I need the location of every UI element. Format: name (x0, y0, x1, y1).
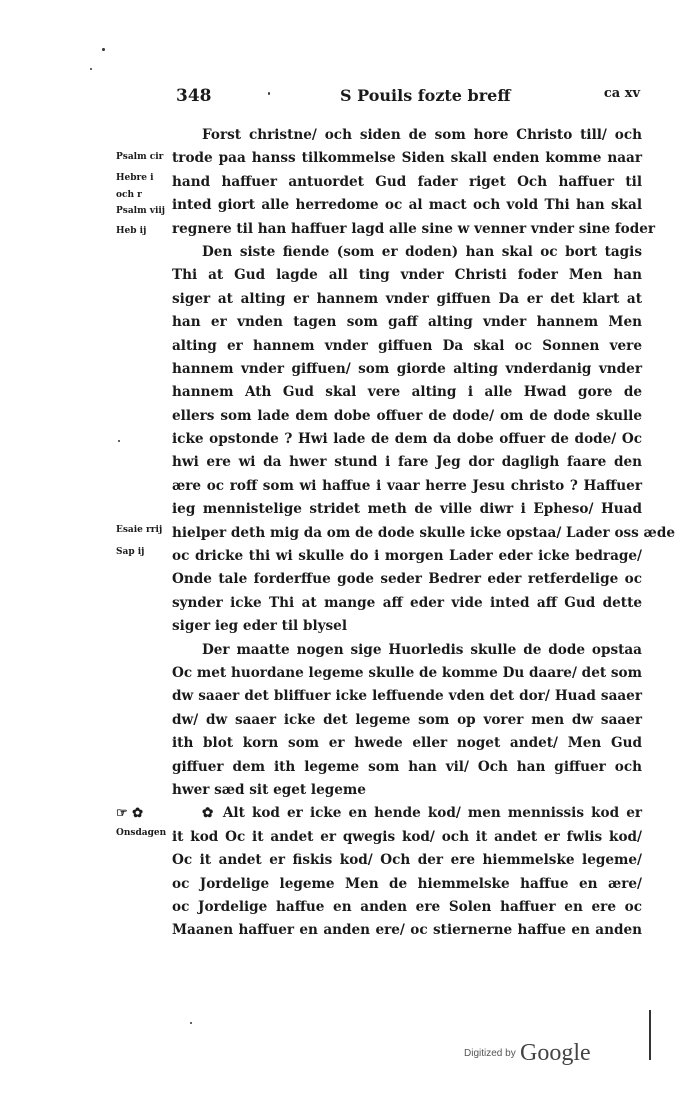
speck (190, 1022, 192, 1024)
text-line: ellers som lade dem dobe offuer de dode/ om de dode skulle (172, 407, 642, 424)
text-line: hannem Ath Gud skal vere alting i alle Hwad gore de (172, 384, 642, 401)
page-number: 348 (176, 86, 212, 106)
google-logo: Google (520, 1040, 591, 1066)
text-line: hwi ere wi da hwer stund i fare Jeg dor dagligh faare den (172, 454, 642, 471)
speck (102, 48, 105, 51)
text-line: it kod Oc it andet er qwegis kod/ och it andet er fwlis kod/ (172, 828, 642, 845)
text-line: Onde tale forderffue gode seder Bedrer eder retferdelige oc (172, 571, 642, 588)
text-line: Den siste fiende (som er doden) han skal oc bort tagis (202, 243, 642, 260)
signature-mark: ca xv (603, 86, 640, 101)
page-edge-line (649, 1010, 651, 1060)
text-line: ære oc roff som wi haffue i vaar herre Jesu christo ? Haffuer (172, 477, 642, 494)
text-line: dw saaer det bliffuer icke leffuende vden det dor/ Huad saaer (172, 688, 642, 705)
text-line: giffuer dem ith legeme som han vil/ Och han giffuer och (172, 758, 642, 775)
text-line: ieg mennistelige stridet meth de ville diwr i Epheso/ Huad (172, 501, 642, 518)
speck (90, 68, 92, 70)
digitized-by-label: Digitized by (464, 1048, 516, 1059)
running-header (172, 86, 642, 110)
margin-note: Psalm viij (116, 206, 166, 216)
text-line: trode paa hanss tilkommelse Siden skall enden komme naar (172, 150, 642, 167)
pointing-hand-icon: ☞ ✿ (116, 806, 144, 821)
text-line: han er vnden tagen som gaff alting vnder hannem Men (172, 314, 642, 331)
margin-note: Psalm cir (116, 152, 164, 162)
text-line: oc dricke thi wi skulle do i morgen Lader eder icke bedrage/ (172, 548, 642, 565)
text-line: hwer sæd sit eget legeme (172, 781, 366, 798)
text-line: icke opstonde ? Hwi lade de dem da dobe offuer de dode/ Oc (172, 431, 642, 448)
text-line: oc Jordelige haffue en anden ere Solen haffuer en ere oc (172, 898, 642, 915)
margin-note: och r (116, 190, 142, 200)
text-line: ith blot korn som er hwede eller noget andet/ Men Gud (172, 735, 642, 752)
text-line: Oc met huordane legeme skulle de komme Du daare/ det som (172, 664, 642, 681)
text-line: Der maatte nogen sige Huorledis skulle de dode opstaa (202, 641, 642, 658)
margin-note: Onsdagen (116, 828, 167, 838)
text-line: Forst christne/ och siden de som hore Christo till/ och (202, 127, 642, 143)
text-line: dw/ dw saaer icke det legeme som op vorer men dw saaer (172, 711, 642, 728)
text-line: oc Jordelige legeme Men de hiemmelske haffue en ære/ (172, 875, 642, 892)
text-line: ✿ Alt kod er icke en hende kod/ men mennissis kod er (202, 805, 642, 822)
text-line: inted giort alle herredome oc al mact och vold Thi han skal (172, 197, 642, 214)
text-line: siger at alting er hannem vnder giffuen Da er det klart at (172, 290, 642, 307)
text-line: Thi at Gud lagde all ting vnder Christi foder Men han (172, 267, 642, 284)
margin-note: Sap ij (116, 547, 145, 557)
digitized-by-google-watermark (464, 1040, 624, 1070)
speck (118, 440, 120, 442)
margin-note: Hebre i (116, 173, 154, 183)
text-line: hannem vnder giffuen/ som giorde alting vnderdanig vnder (172, 360, 642, 377)
text-line: Oc it andet er fiskis kod/ Och der ere hiemmelske legeme/ (172, 852, 642, 869)
text-line: Maanen haffuer en anden ere/ oc stiernerne haffue en anden (172, 922, 642, 939)
text-line: synder icke Thi at mange aff eder vide inted aff Gud dette (172, 594, 642, 611)
body-text (172, 124, 675, 943)
margin-note: Esaie rrij (116, 525, 163, 535)
text-line: hielper deth mig da om de dode skulle icke opstaa/ Lader oss æde (172, 524, 675, 541)
speck (268, 92, 270, 95)
text-line: regnere til han haffuer lagd alle sine w venner vnder sine foder (172, 220, 656, 237)
margin-note: Heb ij (116, 226, 147, 236)
running-title: S Pouils fozte breff (340, 86, 511, 105)
text-line: alting er hannem vnder giffuen Da skal oc Sonnen vere (172, 337, 642, 354)
text-line: siger ieg eder til blysel (172, 618, 347, 635)
text-line: hand haffuer antuordet Gud fader riget Och haffuer til (172, 173, 642, 190)
